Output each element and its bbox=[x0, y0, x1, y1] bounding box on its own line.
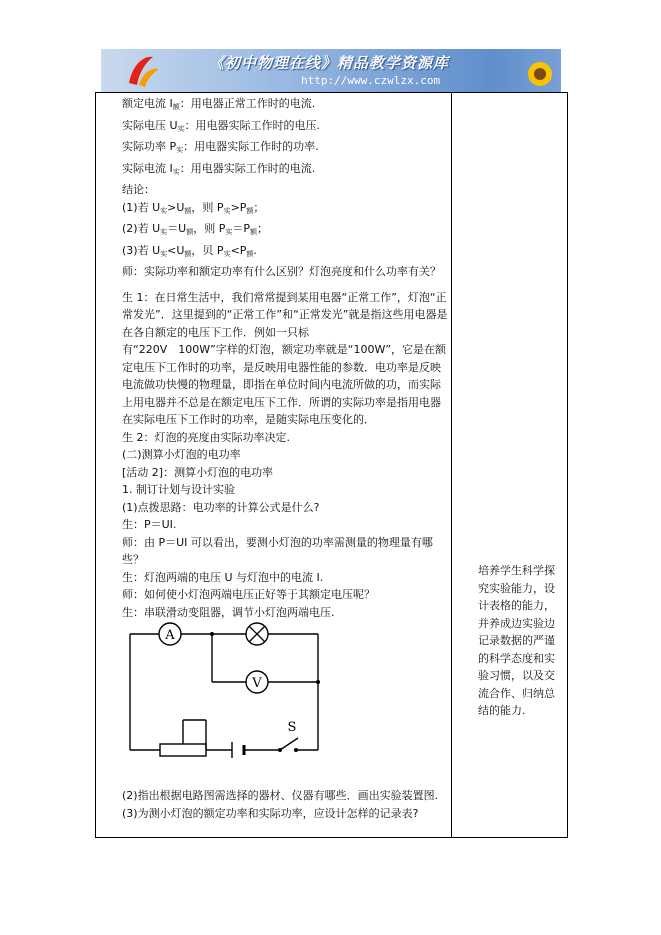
svg-text:S: S bbox=[287, 720, 297, 735]
conclusion-label: 结论： bbox=[122, 183, 155, 196]
conclusion-line: (3)若 $U_实<U_额$，贝 $P_实<P_额$. bbox=[122, 243, 257, 258]
question: (3)为测小灯泡的额定功率和实际功率，应设计怎样的记录表? bbox=[122, 806, 419, 820]
sunflower-icon bbox=[525, 59, 555, 89]
header-banner bbox=[101, 49, 561, 92]
lamp-symbol bbox=[246, 623, 268, 645]
svg-text:V: V bbox=[252, 676, 262, 691]
step-heading: 1. 制订计划与设计实验 bbox=[122, 483, 235, 496]
question: (1)点拨思路：电功率的计算公式是什么? bbox=[122, 500, 320, 514]
teacher-question: 师：实际功率和额定功率有什么区别？灯泡亮度和什么功率有关？ bbox=[122, 265, 441, 278]
conclusion-line: (1)若 $U_实>U_额$，则 $P_实>P_额$； bbox=[122, 200, 265, 215]
section-heading: (二)测算小灯泡的电功率 bbox=[122, 448, 241, 461]
student-answer: 生 2：灯泡的亮度由实际功率决定. bbox=[122, 430, 290, 444]
paragraph: 有“220V 100W”字样的灯泡，额定功率就是“100W”，它是在额定电压下工作时的功率，是反映用电器性能的参数．电功率是反映电流做功快慢的物理量，即指在单位时间内电流所做的功，而实际上用电器并不总是在额定电压下工作．所谓的实际功率是指用电器在实际电压下工作时的功率，是随实际电压变化的． bbox=[122, 343, 447, 426]
circuit-diagram bbox=[122, 618, 332, 768]
voltmeter-symbol bbox=[246, 671, 268, 693]
side-column bbox=[456, 562, 564, 720]
main-column bbox=[100, 95, 448, 621]
lower-questions bbox=[100, 787, 448, 822]
logo-icon bbox=[123, 53, 163, 89]
activity-heading: [活动 2]：测算小灯泡的电功率 bbox=[122, 465, 274, 479]
junction-dot bbox=[316, 680, 320, 684]
column-divider bbox=[451, 92, 452, 838]
svg-text:A: A bbox=[165, 628, 175, 643]
teacher-question: 师：如何使小灯泡两端电压正好等于其额定电压呢？ bbox=[122, 588, 375, 601]
teaching-goal-note: 培养学生科学探究实验能力，设计表格的能力，并养成边实验边记录数据的严谨的科学态度和实验习惯，以及交流合作、归纳总结的能力. bbox=[478, 564, 555, 717]
battery-symbol bbox=[232, 742, 244, 758]
definition-line: 实际电压 $U_实$：用电器实际工作时的电压. bbox=[122, 118, 321, 133]
definition-line: 实际电流 $I_实$：用电器实际工作时的电流. bbox=[122, 161, 316, 176]
student-answer: 生：P＝UI. bbox=[122, 518, 177, 531]
teacher-question: 师：由 P＝UI 可以看出，要测小灯泡的功率需测量的物理量有哪些？ bbox=[122, 535, 433, 566]
student-answer: 生 1：在日常生活中，我们常常提到某用电器“正常工作”，灯泡“正常发光”．这里提到的“正常工作”和“正常发光”就是指这些用电器是在各自额定的电压下工作．例如一只标 bbox=[122, 290, 448, 339]
conclusion-line: (2)若 $U_实=U_额$，则 $P_实=P_额$； bbox=[122, 222, 268, 236]
switch-symbol bbox=[278, 720, 298, 752]
banner-title: 《初中物理在线》精品教学资源库 bbox=[209, 54, 450, 72]
question: (2)指出根据电路图需选择的器材、仪器有哪些．画出实验装置图. bbox=[122, 789, 439, 802]
definition-line: 实际功率 $P_实$：用电器实际工作时的功率. bbox=[122, 140, 319, 154]
student-answer: 生：串联滑动变阻器，调节小灯泡两端电压. bbox=[122, 605, 335, 619]
student-answer: 生：灯泡两端的电压 U 与灯泡中的电流 I. bbox=[122, 570, 324, 584]
banner-url: http://www.czwlzx.com bbox=[301, 74, 441, 87]
definition-line: 额定电流 $I_额$：用电器正常工作时的电流. bbox=[122, 97, 316, 111]
junction-dot bbox=[210, 632, 214, 636]
ammeter-symbol bbox=[159, 623, 181, 645]
